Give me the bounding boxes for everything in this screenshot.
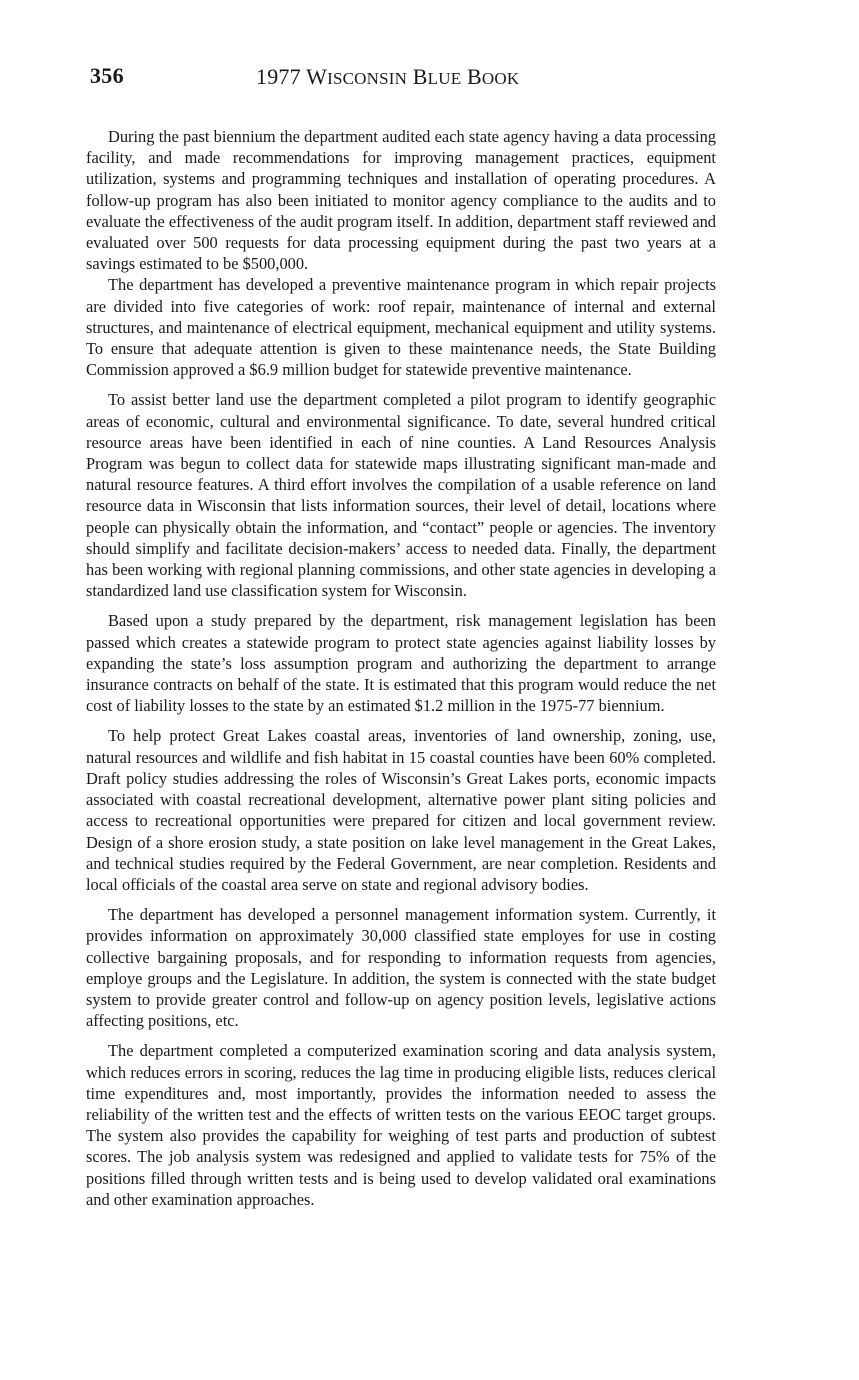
body-text	[86, 126, 716, 1219]
running-head	[88, 62, 720, 94]
page-number: 356	[90, 63, 124, 88]
paragraph-preventive-maintenance: The department has developed a preventive maintenance program in which repair projects are divided into five categories of work: roof repair, maintenance of internal and external structures, and maintenance of electrical equipment, mechanical equipment and utility systems. To ensure that adequate attention is given to these maintenance needs, the State Building Commission approved a $6.9 million budget for statewide preventive maintenance.	[86, 275, 716, 380]
paragraph-great-lakes-coastal: To help protect Great Lakes coastal areas, inventories of land ownership, zoning, use, natural resources and wildlife and fish habitat in 15 coastal counties have been 60% completed. Draft policy studies addressing the roles of Wisconsin’s Great Lakes ports, economic impacts associated with coastal recreational development, alternative power plant siting policies and access to recreational opportunities were prepared for citizen and local government review. Design of a shore erosion study, a state position on lake level management in the Great Lakes, and technical studies required by the Federal Government, are near completion. Residents and local officials of the coastal area serve on state and regional advisory bodies.	[86, 726, 716, 894]
paragraph-examination-scoring: The department completed a computerized examination scoring and data analysis system, which reduces errors in scoring, reduces the lag time in producing eligible lists, reduces clerical time expenditures and, most importantly, provides the information needed to assess the reliability of the written test and the effects of written tests on the various EEOC target groups. The system also provides the capability for weighing of test parts and production of subtest scores. The job analysis system was redesigned and applied to validate tests for 75% of the positions filled through written tests and is being used to develop validated oral examinations and other examination approaches.	[86, 1041, 716, 1209]
book-title: 1977 WISCONSIN BLUE BOOK	[256, 64, 520, 89]
paragraph-land-use: To assist better land use the department completed a pilot program to identify geographic areas of economic, cultural and environmental significance. To date, several hundred critical resource areas have been identified in each of nine counties. A Land Resources Analysis Program was begun to collect data for statewide maps illustrating significant man-made and natural resource features. A third effort involves the compilation of a usable reference on land resource data in Wisconsin that lists information sources, their level of detail, locations where people can physically obtain the information, and “contact” people or agencies. The inventory should simplify and facilitate decision-makers’ access to needed data. Finally, the department has been working with regional planning commissions, and other state agencies in developing a standardized land use classification system for Wisconsin.	[86, 390, 716, 601]
paragraph-data-processing-audits: During the past biennium the department audited each state agency having a data processing facility, and made recommendations for improving management practices, equipment utilization, systems and programming techniques and installation of operating procedures. A follow-up program has also been initiated to monitor agency compliance to the audits and to evaluate the effectiveness of the audit program itself. In addition, department staff reviewed and evaluated over 500 requests for data processing equipment during the past two years at a savings estimated to be $500,000.	[86, 127, 716, 274]
paragraph-personnel-information-system: The department has developed a personnel management information system. Currently, it provides information on approximately 30,000 classified state employes for use in costing collective bargaining proposals, and for responding to information requests from agencies, employe groups and the Legislature. In addition, the system is connected with the state budget system to provide greater control and follow-up on agency position levels, legislative actions affecting positions, etc.	[86, 905, 716, 1031]
paragraph-risk-management: Based upon a study prepared by the department, risk management legislation has been passed which creates a statewide program to protect state agencies against liability losses by expanding the state’s loss assumption program and authorizing the department to arrange insurance contracts on behalf of the state. It is estimated that this program would reduce the net cost of liability losses to the state by an estimated $1.2 million in the 1975-77 biennium.	[86, 611, 716, 716]
